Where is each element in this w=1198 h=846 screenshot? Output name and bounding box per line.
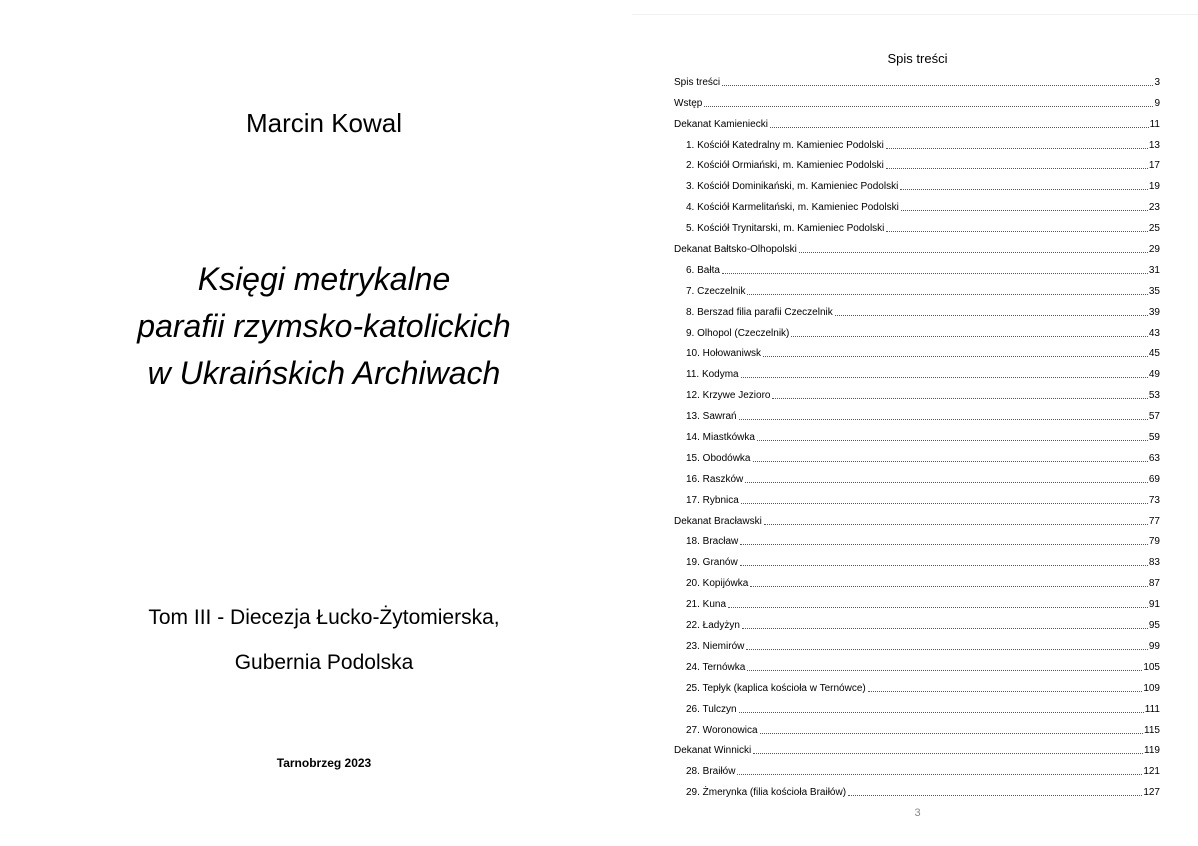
- toc-dot-leader: [757, 440, 1148, 441]
- page-number: 3: [914, 807, 921, 819]
- toc-entry-title: 7. Czeczelnik: [686, 285, 746, 297]
- toc-entry[interactable]: [674, 695, 1160, 716]
- toc-entry-title: 8. Berszad filia parafii Czeczelnik: [686, 306, 833, 318]
- toc-dot-leader: [747, 294, 1147, 295]
- toc-entry-page: 39: [1148, 306, 1160, 318]
- toc-entry-page: 43: [1148, 327, 1160, 339]
- toc-entry-page: 91: [1148, 599, 1160, 611]
- toc-entry[interactable]: [674, 172, 1160, 193]
- toc-entry-page: 99: [1148, 640, 1160, 652]
- toc-entry[interactable]: [674, 423, 1160, 444]
- toc-entry-title: 4. Kościół Karmelitański, m. Kamieniec Podolski: [686, 202, 899, 214]
- toc-dot-leader: [704, 106, 1153, 107]
- toc-entry[interactable]: [674, 611, 1160, 632]
- toc-dot-leader: [772, 398, 1147, 399]
- toc-dot-leader: [848, 795, 1142, 796]
- toc-dot-leader: [764, 524, 1148, 525]
- toc-entry-title: 16. Raszków: [686, 473, 744, 485]
- toc-entry-title: 24. Ternówka: [686, 661, 746, 673]
- toc-dot-leader: [900, 189, 1148, 190]
- toc-entry[interactable]: [674, 528, 1160, 549]
- toc-dot-leader: [747, 670, 1142, 671]
- toc-entry-title: Spis treści: [674, 76, 721, 88]
- book-title-line: Księgi metrykalne: [197, 261, 451, 297]
- toc-entry-page: 31: [1148, 264, 1160, 276]
- toc-entry-title: 20. Kopijówka: [686, 578, 749, 590]
- toc-entry-page: 57: [1148, 411, 1160, 423]
- toc-entry-title: 26. Tulczyn: [686, 703, 737, 715]
- toc-entry[interactable]: [674, 110, 1160, 131]
- toc-dot-leader: [791, 336, 1148, 337]
- toc-entry[interactable]: [674, 89, 1160, 110]
- toc-dot-leader: [742, 628, 1148, 629]
- toc-entry-page: 19: [1148, 181, 1160, 193]
- toc-entry-title: 22. Ładyżyn: [686, 620, 740, 632]
- toc-entry-page: 73: [1148, 494, 1160, 506]
- toc-entry-title: 18. Bracław: [686, 536, 739, 548]
- toc-dot-leader: [886, 148, 1148, 149]
- toc-dot-leader: [737, 774, 1142, 775]
- toc-dot-leader: [760, 733, 1144, 734]
- toc-dot-leader: [763, 356, 1148, 357]
- toc-entry-title: 12. Krzywe Jezioro: [686, 390, 771, 402]
- toc-entry-page: 11: [1149, 118, 1160, 130]
- toc-entry-title: 25. Tepłyk (kaplica kościoła w Ternówce): [686, 682, 866, 694]
- toc-entry-page: 111: [1144, 703, 1160, 715]
- toc-dot-leader: [741, 503, 1148, 504]
- toc-entry[interactable]: [674, 214, 1160, 235]
- toc-entry[interactable]: [674, 716, 1160, 737]
- toc-dot-leader: [740, 565, 1148, 566]
- toc-dot-leader: [753, 461, 1148, 462]
- toc-entry[interactable]: [674, 381, 1160, 402]
- toc-entry-page: 29: [1148, 244, 1160, 256]
- toc-entry-title: Dekanat Kamieniecki: [674, 118, 768, 130]
- toc-entry-page: 69: [1148, 473, 1160, 485]
- toc-entry-page: 59: [1148, 432, 1160, 444]
- toc-entry-page: 3: [1154, 76, 1160, 88]
- book-title-line: w Ukraińskich Archiwach: [147, 355, 501, 391]
- toc-entry[interactable]: [674, 653, 1160, 674]
- toc-entry-title: Wstęp: [674, 97, 703, 109]
- toc-entry[interactable]: [674, 360, 1160, 381]
- toc-entry[interactable]: [674, 152, 1160, 173]
- toc-entry[interactable]: [674, 131, 1160, 152]
- toc-entry-page: 53: [1148, 390, 1160, 402]
- toc-entry-title: 13. Sawrań: [686, 411, 737, 423]
- toc-entry[interactable]: [674, 319, 1160, 340]
- table-of-contents-page: [632, 14, 1198, 846]
- toc-entry-title: 10. Hołowaniwsk: [686, 348, 762, 360]
- toc-entry-title: Dekanat Winnicki: [674, 745, 752, 757]
- toc-dot-leader: [739, 419, 1148, 420]
- toc-dot-leader: [753, 753, 1143, 754]
- toc-entry[interactable]: [674, 674, 1160, 695]
- toc-entry-page: 87: [1148, 578, 1160, 590]
- toc-dot-leader: [770, 127, 1149, 128]
- toc-entry[interactable]: [674, 632, 1160, 653]
- toc-dot-leader: [886, 168, 1148, 169]
- book-title: [0, 256, 648, 397]
- toc-entry-page: 127: [1143, 787, 1160, 799]
- toc-entry-title: 19. Granów: [686, 557, 738, 569]
- toc-entry-page: 23: [1148, 202, 1160, 214]
- toc-entry-title: 1. Kościół Katedralny m. Kamieniec Podolski: [686, 139, 884, 151]
- toc-entry-title: 6. Bałta: [686, 264, 720, 276]
- volume-line: Gubernia Podolska: [234, 651, 414, 674]
- toc-dot-leader: [741, 377, 1148, 378]
- toc-dot-leader: [799, 252, 1148, 253]
- toc-entry-page: 25: [1148, 223, 1160, 235]
- toc-entry-page: 79: [1148, 536, 1160, 548]
- toc-entry-page: 105: [1143, 661, 1160, 673]
- toc-entry-page: 95: [1148, 620, 1160, 632]
- toc-entry[interactable]: [674, 256, 1160, 277]
- toc-entry[interactable]: [674, 193, 1160, 214]
- toc-dot-leader: [835, 315, 1148, 316]
- toc-entry[interactable]: [674, 465, 1160, 486]
- toc-entry-title: 17. Rybnica: [686, 494, 739, 506]
- toc-entry[interactable]: [674, 507, 1160, 528]
- toc-entry[interactable]: [674, 340, 1160, 361]
- toc-heading: Spis treści: [887, 51, 948, 66]
- toc-dot-leader: [886, 231, 1147, 232]
- toc-list: [674, 68, 1160, 799]
- toc-entry-page: 17: [1148, 160, 1160, 172]
- toc-entry-title: 3. Kościół Dominikański, m. Kamieniec Podolski: [686, 181, 899, 193]
- toc-entry[interactable]: [674, 590, 1160, 611]
- toc-entry-title: Dekanat Bracławski: [674, 515, 762, 527]
- toc-dot-leader: [739, 712, 1144, 713]
- toc-entry-page: 121: [1143, 766, 1160, 778]
- toc-entry-title: Dekanat Bałtsko-Olhopolski: [674, 244, 797, 256]
- toc-dot-leader: [740, 544, 1148, 545]
- toc-dot-leader: [750, 586, 1148, 587]
- toc-entry[interactable]: [674, 402, 1160, 423]
- toc-entry[interactable]: [674, 486, 1160, 507]
- toc-entry[interactable]: [674, 757, 1160, 778]
- toc-entry[interactable]: [674, 298, 1160, 319]
- place-and-year: Tarnobrzeg 2023: [276, 756, 372, 770]
- toc-entry[interactable]: [674, 277, 1160, 298]
- toc-entry-page: 63: [1148, 452, 1160, 464]
- volume-info: [0, 595, 648, 685]
- toc-entry-page: 83: [1148, 557, 1160, 569]
- author-name: Marcin Kowal: [245, 108, 403, 138]
- toc-dot-leader: [901, 210, 1148, 211]
- toc-entry-page: 45: [1148, 348, 1160, 360]
- toc-entry[interactable]: [674, 737, 1160, 758]
- toc-entry-page: 9: [1154, 97, 1160, 109]
- toc-entry-page: 119: [1144, 745, 1160, 757]
- toc-entry[interactable]: [674, 548, 1160, 569]
- toc-dot-leader: [722, 273, 1148, 274]
- toc-entry-title: 28. Braiłów: [686, 766, 736, 778]
- volume-line: Tom III - Diecezja Łucko-Żytomierska,: [148, 606, 500, 629]
- toc-entry[interactable]: [674, 778, 1160, 799]
- toc-entry-title: 14. Miastkówka: [686, 432, 755, 444]
- toc-entry-page: 115: [1144, 724, 1160, 736]
- toc-entry-title: 27. Woronowica: [686, 724, 758, 736]
- toc-dot-leader: [868, 691, 1143, 692]
- toc-dot-leader: [745, 482, 1148, 483]
- toc-dot-leader: [728, 607, 1148, 608]
- book-title-line: parafii rzymsko-katolickich: [137, 308, 511, 344]
- toc-entry-title: 15. Obodówka: [686, 452, 751, 464]
- toc-entry[interactable]: [674, 68, 1160, 89]
- toc-entry-title: 5. Kościół Trynitarski, m. Kamieniec Podolski: [686, 223, 885, 235]
- toc-entry-page: 49: [1148, 369, 1160, 381]
- toc-entry-page: 77: [1148, 515, 1160, 527]
- toc-entry-page: 35: [1148, 285, 1160, 297]
- toc-entry-title: 2. Kościół Ormiański, m. Kamieniec Podolski: [686, 160, 884, 172]
- toc-dot-leader: [722, 85, 1153, 86]
- toc-entry-title: 9. Olhopol (Czeczelnik): [686, 327, 790, 339]
- toc-dot-leader: [746, 649, 1148, 650]
- toc-entry-title: 29. Żmerynka (filia kościoła Braiłów): [686, 787, 847, 799]
- toc-entry-title: 23. Niemirów: [686, 640, 745, 652]
- toc-entry-title: 21. Kuna: [686, 599, 727, 611]
- toc-entry-page: 13: [1148, 139, 1160, 151]
- toc-entry-title: 11. Kodyma: [686, 369, 739, 381]
- toc-entry[interactable]: [674, 235, 1160, 256]
- toc-entry-page: 109: [1143, 682, 1160, 694]
- toc-entry[interactable]: [674, 569, 1160, 590]
- toc-entry[interactable]: [674, 444, 1160, 465]
